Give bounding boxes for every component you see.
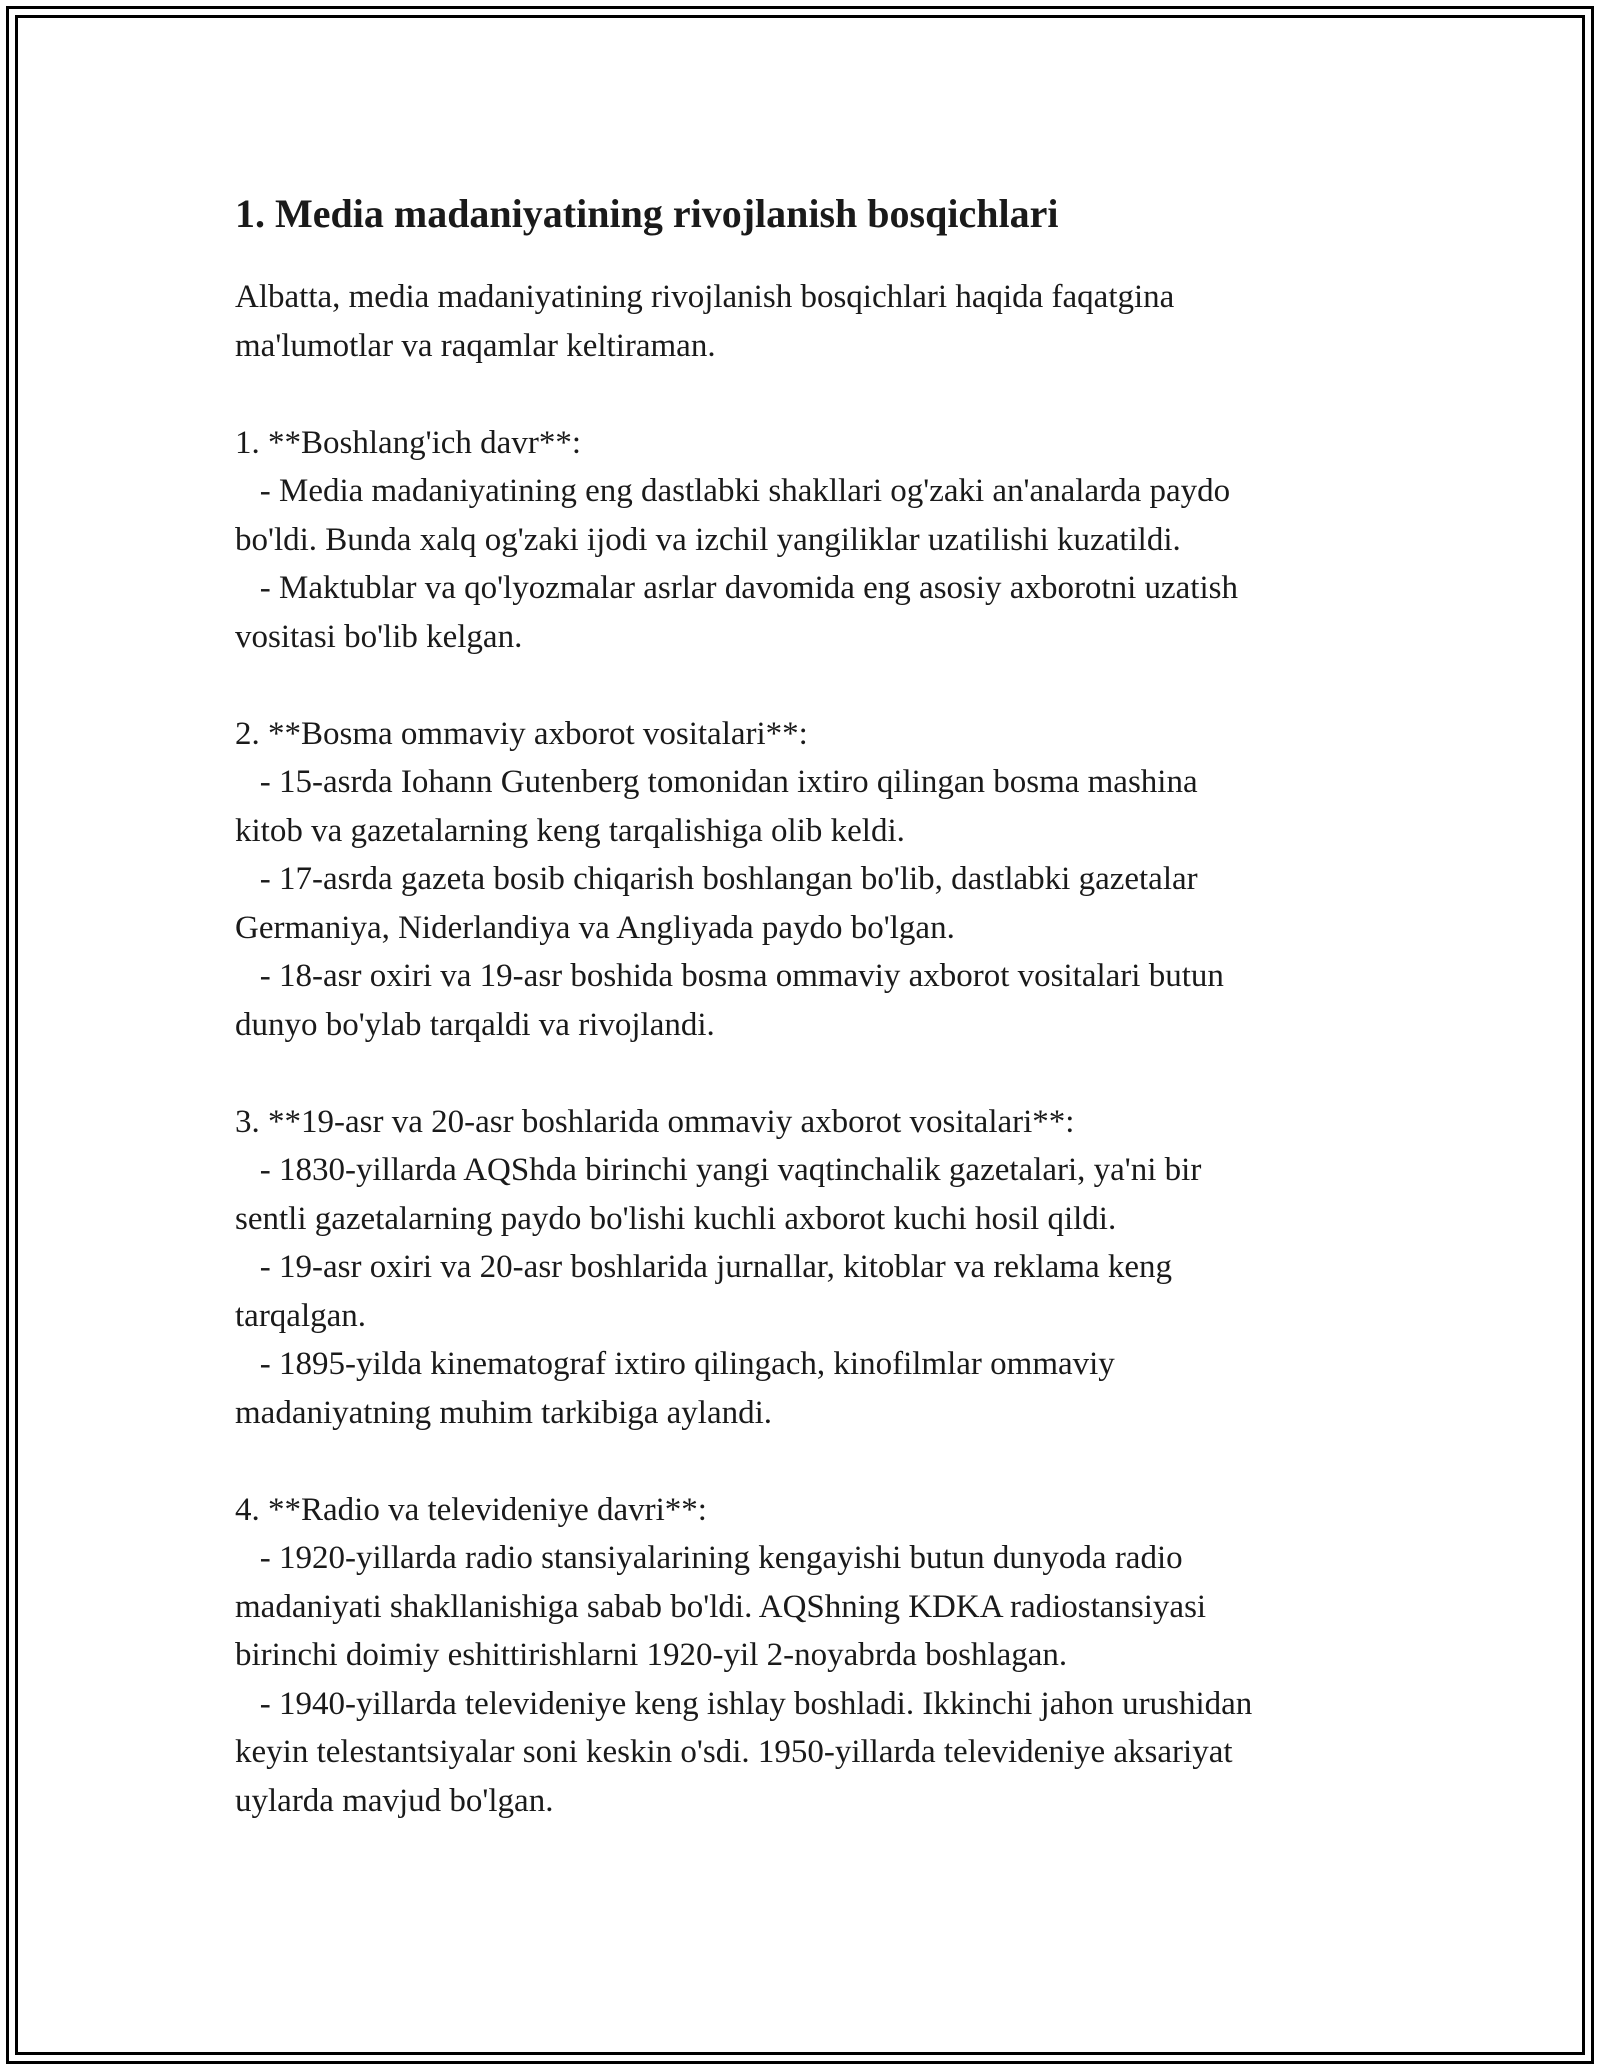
section-1 — [235, 419, 1415, 662]
document-body — [235, 185, 1415, 1825]
section-item: - 1830-yillarda AQShda birinchi yangi vaqtinchalik gazetalari, ya'ni bir sentli gazetalarning paydo bo'lishi kuchli axborot kuchi hosil qildi. — [235, 1152, 1202, 1237]
section-heading: 3. **19-asr va 20-asr boshlarida ommaviy axborot vositalari**: — [235, 1103, 1075, 1140]
intro-paragraph: Albatta, media madaniyatining rivojlanish bosqichlari haqida faqatgina ma'lumotlar va raqamlar keltiraman. — [235, 279, 1175, 364]
section-3 — [235, 1098, 1415, 1438]
section-2 — [235, 710, 1415, 1050]
section-item: - 1895-yilda kinematograf ixtiro qilingach, kinofilmlar ommaviy madaniyatning muhim tarkibiga aylandi. — [235, 1346, 1115, 1431]
section-heading: 1. **Boshlang'ich davr**: — [235, 424, 581, 461]
section-item: - 1920-yillarda radio stansiyalarining kengayishi butun dunyoda radio madaniyati shakllanishiga sabab bo'ldi. AQShning KDKA radiostansiyasi birinchi doimiy eshittirishlarni 1920-yil 2-noyabrda boshlagan. — [235, 1540, 1207, 1673]
section-item: - 18-asr oxiri va 19-asr boshida bosma ommaviy axborot vositalari butun dunyo bo'ylab tarqaldi va rivojlandi. — [235, 958, 1224, 1043]
section-item: - Maktublar va qo'lyozmalar asrlar davomida eng asosiy axborotni uzatish vositasi bo'lib kelgan. — [235, 570, 1238, 655]
spacer — [235, 1437, 1415, 1486]
section-4 — [235, 1486, 1415, 1826]
document-title: 1. Media madaniyatining rivojlanish bosqichlari — [235, 191, 1059, 236]
section-item: - 15-asrda Iohann Gutenberg tomonidan ixtiro qilingan bosma mashina kitob va gazetalarning keng tarqalishiga olib keldi. — [235, 764, 1198, 849]
section-heading: 4. **Radio va televideniye davri**: — [235, 1491, 707, 1528]
section-heading: 2. **Bosma ommaviy axborot vositalari**: — [235, 715, 808, 752]
section-item: - 1940-yillarda televideniye keng ishlay boshladi. Ikkinchi jahon urushidan keyin telestantsiyalar soni keskin o'sdi. 1950-yillarda televideniye aksariyat uylarda mavjud bo'lgan. — [235, 1685, 1253, 1819]
spacer — [235, 661, 1415, 710]
section-item: - 19-asr oxiri va 20-asr boshlarida jurnallar, kitoblar va reklama keng tarqalgan. — [235, 1249, 1173, 1334]
section-item: - 17-asrda gazeta bosib chiqarish boshlangan bo'lib, dastlabki gazetalar Germaniya, Niderlandiya va Angliyada paydo bo'lgan. — [235, 861, 1198, 946]
section-item: - Media madaniyatining eng dastlabki shakllari og'zaki an'analarda paydo bo'ldi. Bunda xalq og'zaki ijodi va izchil yangiliklar uzatilishi kuzatildi. — [235, 473, 1231, 558]
spacer — [235, 370, 1415, 419]
spacer — [235, 1049, 1415, 1098]
